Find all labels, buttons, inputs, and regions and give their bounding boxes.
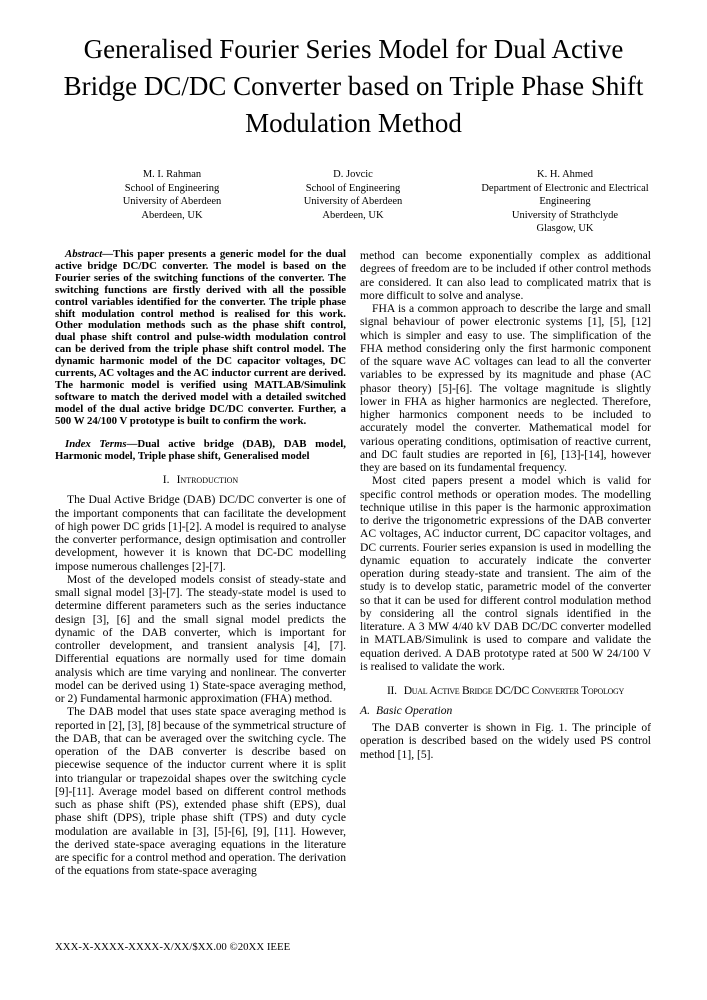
- paper-title: Generalised Fourier Series Model for Dual Active Bridge DC/DC Converter based on Triple Phase Shift Modulation Method: [63, 34, 644, 138]
- authors-block: [0, 168, 707, 248]
- intro-paragraph-3-continued: method can become exponentially complex as additional degrees of freedom are to be included if other control methods are considered. It can also lead to complicated matrix that is more difficult to solve and analyse.: [360, 249, 651, 302]
- section-1-numeral: I.: [162, 473, 170, 487]
- intro-paragraph-5: Most cited papers present a model which is valid for specific control methods or operation modes. The modelling technique utilise in this paper is the harmonic approximation to derive the trigonometric expressions of the DAB converter AC voltages, AC inductor current, DC capacitor voltages, and DC currents. Fourier series expansion is used in modelling the dynamic equation to accurately indicate the converter operation during steady-state and transient. The aim of the study is to develop static, parametric model of the converter so that it can be used for different control modulation method by considering all the control signals identified in the literature. A 3 MW 4/40 kV DAB DC/DC converter modelled in MATLAB/Simulink is used to compare and validate the equation derived. A DAB prototype rated at 500 W 24/100 V is realised to validate the work.: [360, 474, 651, 673]
- author-column-1: [72, 168, 272, 222]
- author-affiliation-line: Aberdeen, UK: [141, 209, 203, 221]
- topology-paragraph-1: The DAB converter is shown in Fig. 1. The principle of operation is described based on the widely used PS control method [1], [5].: [360, 721, 651, 761]
- abstract-paragraph: [55, 249, 346, 428]
- author-affiliation-line: University of Aberdeen: [122, 196, 222, 208]
- subsection-a-heading: [360, 704, 651, 717]
- author-name: D. Jovcic: [333, 169, 373, 180]
- index-terms-label: Index Terms: [65, 437, 127, 450]
- author-column-3: [455, 168, 675, 236]
- left-column: [55, 249, 346, 878]
- author-affiliation-line: University of Aberdeen: [303, 196, 403, 208]
- author-affiliation-line: Glasgow, UK: [536, 223, 594, 235]
- intro-paragraph-1: The Dual Active Bridge (DAB) DC/DC converter is one of the important components that can facilitate the development of high power DC grids [1]-[2]. A model is required to analyse the converter performance, design optimisation and controller development, however it is known that DC-DC modelling impose numerous challenges [2]-[7].: [55, 493, 346, 573]
- abstract-label: Abstract: [65, 248, 103, 260]
- right-column: [360, 249, 651, 878]
- section-1-heading: [55, 473, 346, 486]
- body-columns: [55, 249, 652, 878]
- abstract-text: —This paper presents a generic model for the dual active bridge DC/DC converter. The model is based on the Fourier series of the switching functions of the converter. The switching functions are firstly derived with all the possible control variables identified for the converter. The triple phase shift modulation control method is realised for this work. Other modulation methods such as the phase shift control, dual phase shift control and pulse-width modulation control can be derived from the triple phase shift control model. The dynamic harmonic model of the DC capacitor voltages, DC currents, AC voltages and the AC inductor current are derived. The harmonic model is verified using MATLAB/Simulink software to match the derived model with a detailed switched model of the dual active bridge DC/DC converter. Further, a 500 W 24/100 V prototype is built to confirm the work.: [55, 248, 346, 427]
- author-name: M. I. Rahman: [142, 169, 202, 180]
- author-affiliation-line: School of Engineering: [305, 182, 401, 194]
- author-affiliation-line: Department of Electronic and Electrical Engineering: [481, 182, 649, 208]
- intro-paragraph-3-left: The DAB model that uses state space averaging method is reported in [2], [3], [8] because of the symmetrical structure of the DAB, that can be averaged over the switching cycle. The operation of the DAB converter is describe based on piecewise sequence of the inductor current where it is split into triangular or trapezoidal shapes over the switching cycle [9]-[11]. Average model based on different control methods such as phase shift (PS), extended phase shift (EPS), dual phase shift (DPS), triple phase shift (TPS) and duty cycle modulation are available in [3], [5]-[6], [9], [11]. However, the derived state-space averaging equations in the literature are specific for a control method and operation. The derivation of the equations from state-space averaging: [55, 705, 347, 878]
- copyright-footer: XXX-X-XXXX-XXXX-X/XX/$XX.00 ©20XX IEEE: [55, 941, 291, 953]
- author-affiliation-line: School of Engineering: [124, 182, 220, 194]
- author-name: K. H. Ahmed: [537, 169, 593, 180]
- section-1-title: Introduction: [176, 473, 239, 487]
- intro-paragraph-4: FHA is a common approach to describe the large and small signal behaviour of power electronic systems [1], [5], [12] which is simpler and easy to use. The simplification of the FHA method considering only the first harmonic component of the square wave AC voltages can lead to all the converter variables to be expressed by its magnitude and phase (AC phasor theory) [5]-[6]. The voltage magnitude is slightly lower in FHA as higher harmonics are neglected. Therefore, higher harmonics component needs to be included to accurately model the converter. Mathematical model for various operating conditions, optimisation of reactive current, and DC fault studies are reported in [6], [13]-[14], however they are based on its fundamental frequency.: [360, 302, 651, 474]
- subsection-a-letter: A.: [360, 704, 370, 717]
- section-2-numeral: II.: [386, 684, 397, 697]
- author-affiliation-line: University of Strathclyde: [511, 209, 619, 221]
- author-column-2: [253, 168, 453, 222]
- section-2-title: Dual Active Bridge DC/DC Converter Topology: [403, 684, 625, 697]
- author-affiliation-line: Aberdeen, UK: [322, 209, 384, 221]
- index-terms-text: —Dual active bridge (DAB), DAB model, Harmonic model, Triple phase shift, Generalised model: [55, 437, 346, 462]
- index-terms-paragraph: [55, 439, 346, 463]
- intro-paragraph-2: Most of the developed models consist of steady-state and small signal model [3]-[7]. The steady-state model is used to determine different parameters such as the series inductance design [3], [6] and the small signal model predicts the dynamic of the DAB converter, which is important for controller development, and transient analysis [4], [7]. Differential equations are normally used for time domain analysis which are time varying and nonlinear. The converter model can be derived using 1) State-space averaging method, or 2) Fundamental harmonic approximation (FHA) method.: [55, 572, 346, 706]
- section-2-heading: [360, 684, 651, 697]
- subsection-a-title: Basic Operation: [375, 704, 453, 717]
